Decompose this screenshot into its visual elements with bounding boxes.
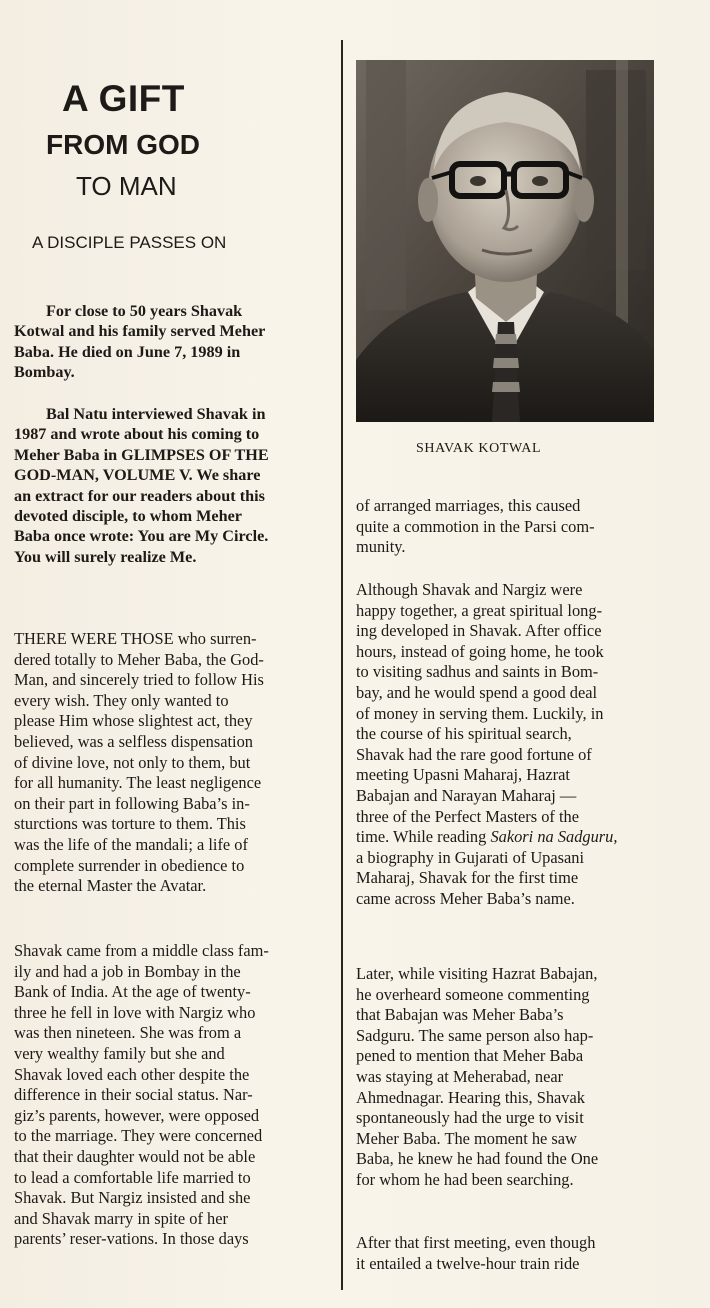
body-line: sturctions was torture to them. This bbox=[14, 814, 246, 834]
body-line: three he fell in love with Nargiz who bbox=[14, 1002, 256, 1022]
body-line: of divine love, not only to them, but bbox=[14, 752, 251, 772]
photo-caption: SHAVAK KOTWAL bbox=[416, 441, 542, 456]
right-paragraph-1 bbox=[356, 496, 672, 558]
intro-line: devoted disciple, to whom Meher bbox=[14, 507, 242, 526]
article-title-line-2: FROM GOD bbox=[46, 129, 200, 160]
body-line: Bank of India. At the age of twenty- bbox=[14, 982, 251, 1002]
body-line: Ahmednagar. Hearing this, Shavak bbox=[356, 1087, 585, 1107]
body-line: ily and had a job in Bombay in the bbox=[14, 961, 241, 981]
body-line: to lead a comfortable life married to bbox=[14, 1167, 251, 1187]
body-line: munity. bbox=[356, 537, 406, 557]
body-line: of arranged marriages, this caused bbox=[356, 496, 581, 515]
intro-line: an extract for our readers about this bbox=[14, 486, 265, 505]
body-line: dered totally to Meher Baba, the God- bbox=[14, 649, 264, 669]
body-line-with-book-title bbox=[356, 827, 672, 848]
body-line: that Babajan was Meher Baba’s bbox=[356, 1005, 564, 1025]
body-line: to visiting sadhus and saints in Bom- bbox=[356, 662, 599, 682]
intro-line: GOD-MAN, VOLUME V. We share bbox=[14, 466, 261, 485]
body-line: quite a commotion in the Parsi com- bbox=[356, 516, 595, 536]
body-line: to the marriage. They were concerned bbox=[14, 1126, 263, 1146]
body-line: that their daughter would not be able bbox=[14, 1146, 256, 1166]
body-line: for all humanity. The least negligence bbox=[14, 773, 262, 793]
body-line: Later, while visiting Hazrat Babajan, bbox=[356, 964, 598, 983]
article-title-line-3: TO MAN bbox=[76, 171, 177, 201]
right-paragraph-2 bbox=[356, 580, 672, 910]
intro-line: You will surely realize Me. bbox=[14, 547, 197, 566]
column-divider bbox=[341, 40, 343, 1290]
body-paragraph-2 bbox=[14, 941, 330, 1250]
right-paragraph-3 bbox=[356, 964, 672, 1191]
body-text: time. While reading bbox=[356, 827, 491, 847]
body-line: believed, was a selfless dispensation bbox=[14, 731, 253, 751]
intro-line: For close to 50 years Shavak bbox=[46, 302, 243, 320]
body-line: the course of his spiritual search, bbox=[356, 724, 572, 744]
body-line: complete surrender in obedience to bbox=[14, 855, 245, 875]
body-line: and Shavak marry in spite of her bbox=[14, 1208, 228, 1228]
body-line: Babajan and Narayan Maharaj — bbox=[356, 785, 577, 805]
body-line: for whom he had been searching. bbox=[356, 1169, 574, 1189]
intro-paragraph-2 bbox=[14, 404, 330, 567]
body-line: of money in serving them. Luckily, in bbox=[356, 703, 604, 723]
body-line: very wealthy family but she and bbox=[14, 1043, 225, 1063]
right-paragraph-4 bbox=[356, 1233, 672, 1274]
body-line: difference in their social status. Nar- bbox=[14, 1085, 253, 1105]
body-paragraph-1 bbox=[14, 629, 330, 897]
body-line: giz’s parents, however, were opposed bbox=[14, 1105, 260, 1125]
body-line: three of the Perfect Masters of the bbox=[356, 806, 580, 826]
body-line: pened to mention that Meher Baba bbox=[356, 1046, 584, 1066]
article-title: A GIFT bbox=[62, 78, 185, 119]
body-line: hours, instead of going home, he took bbox=[356, 641, 604, 661]
body-line: happy together, a great spiritual long- bbox=[356, 600, 603, 620]
body-line: was staying at Meherabad, near bbox=[356, 1066, 564, 1086]
body-line: Although Shavak and Nargiz were bbox=[356, 580, 583, 599]
body-line: the eternal Master the Avatar. bbox=[14, 876, 207, 896]
intro-line: 1987 and wrote about his coming to bbox=[14, 425, 260, 444]
body-line: a biography in Gujarati of Upasani bbox=[356, 847, 585, 867]
body-line: it entailed a twelve-hour train ride bbox=[356, 1253, 580, 1273]
intro-line: Baba once wrote: You are My Circle. bbox=[14, 527, 269, 546]
body-line: every wish. They only wanted to bbox=[14, 690, 229, 710]
body-line: he overheard someone commenting bbox=[356, 984, 590, 1004]
body-line: please Him whose slightest act, they bbox=[14, 711, 253, 731]
body-line: spontaneously had the urge to visit bbox=[356, 1108, 584, 1128]
body-line: Sadguru. The same person also hap- bbox=[356, 1025, 594, 1045]
body-line: After that first meeting, even though bbox=[356, 1233, 596, 1252]
article-subtitle: A DISCIPLE PASSES ON bbox=[32, 233, 227, 252]
intro-paragraph-1 bbox=[14, 301, 330, 383]
intro-line: Kotwal and his family served Meher bbox=[14, 322, 266, 341]
body-line: Shavak had the rare good fortune of bbox=[356, 744, 592, 764]
body-line: ing developed in Shavak. After office bbox=[356, 621, 602, 641]
body-line: Baba, he knew he had found the One bbox=[356, 1149, 599, 1169]
body-line: bay, and he would spend a good deal bbox=[356, 682, 598, 702]
portrait-photo bbox=[356, 60, 654, 422]
body-line: THERE WERE THOSE who surren- bbox=[14, 629, 257, 648]
body-line: Meher Baba. The moment he saw bbox=[356, 1128, 577, 1148]
body-line: was then nineteen. She was from a bbox=[14, 1023, 242, 1043]
body-line: was the life of the mandali; a life of bbox=[14, 834, 248, 854]
body-line: came across Meher Baba’s name. bbox=[356, 888, 575, 908]
body-line: parents’ reser-vations. In those days bbox=[14, 1229, 249, 1249]
book-title: Sakori na Sadguru, bbox=[490, 827, 618, 847]
body-line: Maharaj, Shavak for the first time bbox=[356, 868, 579, 888]
body-line: Shavak came from a middle class fam- bbox=[14, 941, 269, 960]
body-line: meeting Upasni Maharaj, Hazrat bbox=[356, 765, 570, 785]
intro-line: Bal Natu interviewed Shavak in bbox=[46, 405, 266, 423]
intro-line: Meher Baba in GLIMPSES OF THE bbox=[14, 445, 269, 464]
portrait-illustration bbox=[356, 60, 654, 422]
body-line: Shavak. But Nargiz insisted and she bbox=[14, 1188, 251, 1208]
body-line: Shavak loved each other despite the bbox=[14, 1064, 250, 1084]
body-line: on their part in following Baba’s in- bbox=[14, 793, 250, 813]
intro-line: Baba. He died on June 7, 1989 in bbox=[14, 342, 241, 361]
body-line: Man, and sincerely tried to follow His bbox=[14, 670, 264, 690]
intro-line: Bombay. bbox=[14, 363, 75, 382]
